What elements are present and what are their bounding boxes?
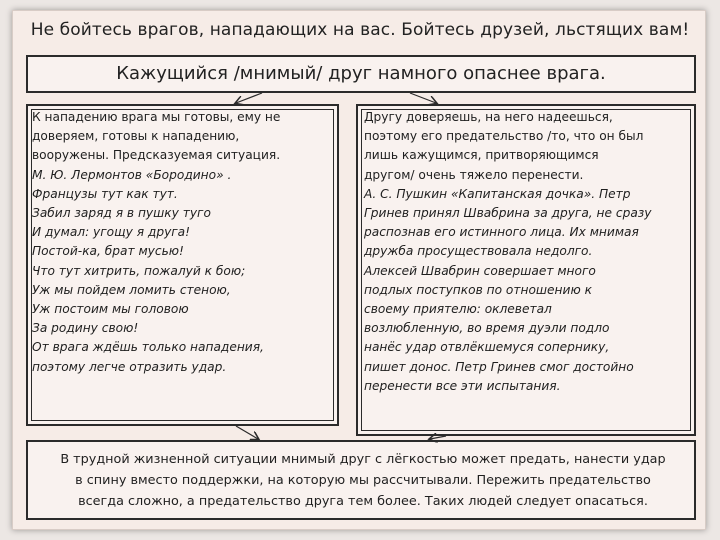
poem-line: Уж мы пойдем ломить стеною, (32, 282, 231, 297)
conclusion-line: В трудной жизненной ситуации мнимый друг с лёгкостью может предать, нанести удар (60, 452, 666, 467)
poem-line: И думал: угощу я друга! (32, 225, 191, 240)
friend-line: распознав его истинного лица. Их мнимая (364, 225, 639, 240)
enemy-line: От врага ждёшь только нападения, (32, 340, 264, 355)
friend-line: возлюбленную, во время дуэли подло (364, 321, 610, 336)
friend-line: Алексей Швабрин совершает много (364, 263, 596, 278)
enemy-box (26, 104, 339, 426)
friend-line: подлых поступков по отношению к (364, 282, 592, 297)
poem-line: Что тут хитрить, пожалуй к бою; (32, 263, 246, 278)
enemy-line: К нападению врага мы готовы, ему не (32, 110, 281, 124)
friend-line: пишет донос. Петр Гринев смог достойно (364, 359, 634, 374)
conclusion-text (36, 449, 690, 512)
thesis-text: Кажущийся /мнимый/ друг намного опаснее врага. (116, 63, 606, 84)
conclusion-line: всегда сложно, а предательство друга тем более. Таких людей следует опасаться. (78, 494, 648, 509)
poem-line: Уж постоим мы головою (32, 302, 189, 317)
friend-text (364, 108, 651, 396)
friend-line: другом/ очень тяжело перенести. (364, 167, 584, 182)
poem-line: Постой-ка, брат мусью! (32, 244, 184, 259)
friend-line: перенести все эти испытания. (364, 378, 561, 393)
thesis-box (26, 55, 696, 93)
slide-title: Не бойтесь врагов, нападающих на вас. Бойтесь друзей, льстящих вам! (30, 20, 690, 40)
friend-box (356, 104, 696, 436)
conclusion-line: в спину вместо поддержки, на которую мы рассчитывали. Пережить предательство (75, 473, 651, 488)
friend-line: дружба просуществовала недолго. (364, 244, 593, 259)
enemy-text (32, 108, 280, 377)
friend-line: Другу доверяешь, на него надеешься, (364, 110, 613, 124)
friend-line: своему приятелю: оклеветал (364, 302, 552, 317)
poem-line: Забил заряд я в пушку туго (32, 206, 211, 221)
friend-line: А. С. Пушкин «Капитанская дочка». Петр (364, 186, 631, 201)
enemy-line: М. Ю. Лермонтов «Бородино» . (32, 167, 232, 182)
poem-line: Французы тут как тут. (32, 186, 178, 201)
friend-line: поэтому его предательство /то, что он был (364, 129, 644, 144)
enemy-line: вооружены. Предсказуемая ситуация. (32, 148, 281, 163)
conclusion-box (26, 440, 696, 520)
friend-line: нанёс удар отвлёкшемуся сопернику, (364, 340, 610, 355)
enemy-line: поэтому легче отразить удар. (32, 359, 227, 374)
poem-line: За родину свою! (32, 321, 139, 336)
enemy-line: доверяем, готовы к нападению, (32, 129, 240, 144)
friend-line: Гринев принял Швабрина за друга, не сразу (364, 206, 652, 221)
friend-line: лишь кажущимся, притворяющимся (364, 148, 599, 163)
